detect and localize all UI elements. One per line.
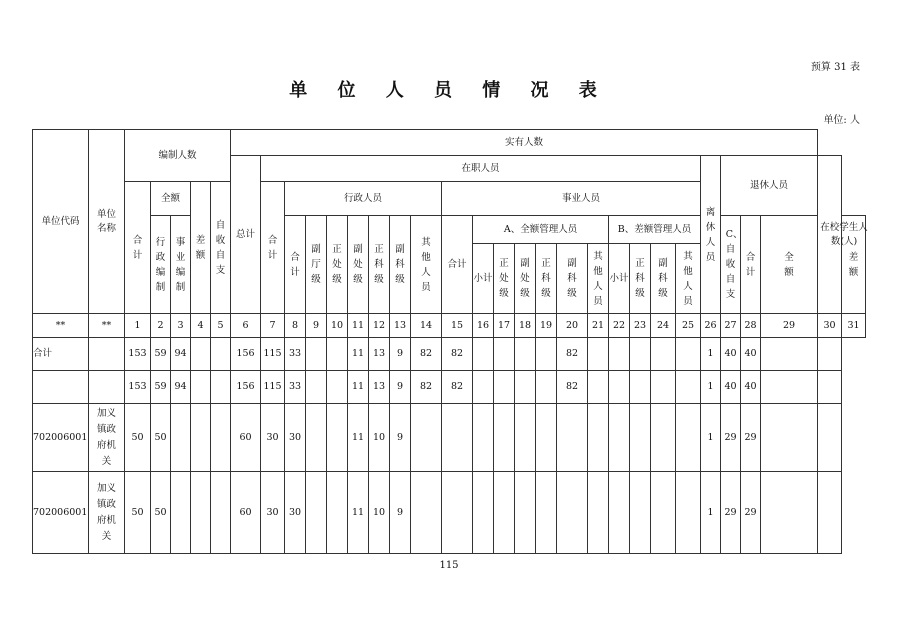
table-cell bbox=[494, 472, 515, 554]
table-cell: 10 bbox=[369, 472, 390, 554]
header-full-funded: 全额 bbox=[151, 182, 191, 216]
table-cell bbox=[211, 338, 231, 371]
table-cell bbox=[557, 404, 588, 472]
table-cell bbox=[306, 371, 327, 404]
table-cell bbox=[557, 472, 588, 554]
table-cell bbox=[515, 338, 536, 371]
header-deputy-bureau: 副厅级 bbox=[306, 216, 327, 314]
index-cell: 11 bbox=[348, 314, 369, 338]
table-cell: 30 bbox=[285, 472, 306, 554]
unit-name-cell bbox=[89, 338, 125, 371]
header-a-deputy-section: 副科级 bbox=[557, 244, 588, 314]
header-unit-code: 单位代码 bbox=[33, 130, 89, 314]
table-cell bbox=[761, 338, 818, 371]
table-cell: 11 bbox=[348, 472, 369, 554]
table-cell bbox=[609, 404, 630, 472]
table-cell bbox=[327, 338, 348, 371]
header-deputy-section: 副科级 bbox=[390, 216, 411, 314]
unit-name-cell: 加义镇政府机关 bbox=[89, 472, 125, 554]
table-cell bbox=[306, 404, 327, 472]
table-cell bbox=[211, 404, 231, 472]
table-cell: 33 bbox=[285, 338, 306, 371]
table-cell: 94 bbox=[171, 371, 191, 404]
table-cell: 50 bbox=[125, 472, 151, 554]
table-cell bbox=[411, 404, 442, 472]
table-cell bbox=[818, 371, 842, 404]
table-cell bbox=[609, 338, 630, 371]
header-diff-funded: 差额 bbox=[191, 182, 211, 314]
index-cell: 2 bbox=[151, 314, 171, 338]
table-cell: 82 bbox=[411, 371, 442, 404]
table-cell bbox=[327, 371, 348, 404]
table-cell bbox=[609, 371, 630, 404]
header-deputy-division: 副处级 bbox=[348, 216, 369, 314]
table-cell bbox=[171, 472, 191, 554]
page-number: 115 bbox=[439, 560, 459, 571]
table-row bbox=[33, 338, 866, 371]
table-cell bbox=[761, 371, 818, 404]
header-b-subtotal: 小计 bbox=[609, 244, 630, 314]
index-cell: 25 bbox=[676, 314, 701, 338]
index-cell: 8 bbox=[285, 314, 306, 338]
index-cell: 21 bbox=[588, 314, 609, 338]
table-cell: 9 bbox=[390, 472, 411, 554]
header-actual: 实有人数 bbox=[231, 130, 818, 156]
unit-name-cell: 加义镇政府机关 bbox=[89, 404, 125, 472]
header-career-total: 合计 bbox=[442, 216, 473, 314]
index-cell: 4 bbox=[191, 314, 211, 338]
table-cell: 94 bbox=[171, 338, 191, 371]
table-cell: 60 bbox=[231, 404, 261, 472]
table-cell: 156 bbox=[231, 338, 261, 371]
table-cell bbox=[473, 338, 494, 371]
header-b-deputy-section: 副科级 bbox=[651, 244, 676, 314]
table-cell bbox=[327, 404, 348, 472]
table-cell: 10 bbox=[369, 404, 390, 472]
table-cell bbox=[609, 472, 630, 554]
header-retired-diff: 差额 bbox=[842, 216, 866, 314]
table-cell bbox=[630, 338, 651, 371]
table-cell bbox=[588, 371, 609, 404]
table-cell bbox=[761, 472, 818, 554]
table-cell: 50 bbox=[151, 472, 171, 554]
index-cell: 14 bbox=[411, 314, 442, 338]
table-cell bbox=[191, 371, 211, 404]
page-title: 单 位 人 员 情 况 表 bbox=[289, 80, 609, 101]
unit-code-cell: 合计 bbox=[33, 338, 89, 371]
table-cell: 82 bbox=[557, 371, 588, 404]
table-cell bbox=[473, 472, 494, 554]
table-cell: 29 bbox=[721, 404, 741, 472]
header-career-b: B、差额管理人员 bbox=[609, 216, 701, 244]
unit-name-cell bbox=[89, 371, 125, 404]
table-cell bbox=[171, 404, 191, 472]
header-retired: 退休人员 bbox=[721, 156, 818, 216]
index-cell: 1 bbox=[125, 314, 151, 338]
table-cell bbox=[588, 338, 609, 371]
table-cell bbox=[651, 404, 676, 472]
index-cell: 20 bbox=[557, 314, 588, 338]
table-cell bbox=[818, 472, 842, 554]
table-cell: 82 bbox=[442, 371, 473, 404]
index-cell: 9 bbox=[306, 314, 327, 338]
table-cell bbox=[494, 404, 515, 472]
index-cell: 22 bbox=[609, 314, 630, 338]
table-cell: 11 bbox=[348, 404, 369, 472]
index-cell: 10 bbox=[327, 314, 348, 338]
table-cell: 9 bbox=[390, 371, 411, 404]
table-cell bbox=[473, 404, 494, 472]
table-cell bbox=[536, 472, 557, 554]
index-cell: 5 bbox=[211, 314, 231, 338]
index-row bbox=[33, 314, 866, 338]
table-cell: 33 bbox=[285, 371, 306, 404]
index-cell: 29 bbox=[761, 314, 818, 338]
header-career-staffing: 事业编制 bbox=[171, 216, 191, 314]
table-cell: 156 bbox=[231, 371, 261, 404]
table-cell bbox=[630, 472, 651, 554]
unit-code-cell: 702006001 bbox=[33, 404, 89, 472]
table-cell: 11 bbox=[348, 371, 369, 404]
table-cell bbox=[442, 404, 473, 472]
header-b-section: 正科级 bbox=[630, 244, 651, 314]
table-cell bbox=[536, 404, 557, 472]
table-cell bbox=[494, 338, 515, 371]
table-cell bbox=[494, 371, 515, 404]
table-cell: 50 bbox=[125, 404, 151, 472]
index-cell: 26 bbox=[701, 314, 721, 338]
table-cell bbox=[676, 371, 701, 404]
header-staffing-total: 合计 bbox=[125, 182, 151, 314]
unit-code-cell: 702006001 bbox=[33, 472, 89, 554]
table-cell: 115 bbox=[261, 338, 285, 371]
table-cell: 9 bbox=[390, 338, 411, 371]
table-cell: 1 bbox=[701, 404, 721, 472]
index-cell: 18 bbox=[515, 314, 536, 338]
header-students: 在校学生人数(人) bbox=[818, 156, 842, 314]
table-cell: 60 bbox=[231, 472, 261, 554]
header-retired-li: 离休人员 bbox=[701, 156, 721, 314]
table-cell bbox=[191, 338, 211, 371]
header-b-others: 其他人员 bbox=[676, 244, 701, 314]
header-on-duty: 在职人员 bbox=[261, 156, 701, 182]
table-cell bbox=[473, 371, 494, 404]
table-cell bbox=[630, 404, 651, 472]
table-cell: 29 bbox=[721, 472, 741, 554]
header-a-section: 正科级 bbox=[536, 244, 557, 314]
header-staffing: 编制人数 bbox=[125, 130, 231, 182]
table-row bbox=[33, 404, 866, 472]
index-cell: 30 bbox=[818, 314, 842, 338]
table-cell bbox=[327, 472, 348, 554]
table-cell: 40 bbox=[721, 338, 741, 371]
header-retired-total: 合计 bbox=[741, 216, 761, 314]
header-a-others: 其他人员 bbox=[588, 244, 609, 314]
table-cell: 30 bbox=[261, 472, 285, 554]
index-cell: 16 bbox=[473, 314, 494, 338]
index-cell: ** bbox=[89, 314, 125, 338]
index-cell: 24 bbox=[651, 314, 676, 338]
table-cell bbox=[651, 472, 676, 554]
table-cell bbox=[818, 338, 842, 371]
header-admin-others: 其他人员 bbox=[411, 216, 442, 314]
table-cell: 115 bbox=[261, 371, 285, 404]
table-cell bbox=[676, 338, 701, 371]
table-cell bbox=[761, 404, 818, 472]
table-cell bbox=[818, 404, 842, 472]
header-career-c: C、自收自支 bbox=[721, 216, 741, 314]
index-cell: 15 bbox=[442, 314, 473, 338]
table-cell: 1 bbox=[701, 472, 721, 554]
table-cell: 40 bbox=[721, 371, 741, 404]
table-cell: 82 bbox=[411, 338, 442, 371]
index-cell: 7 bbox=[261, 314, 285, 338]
table-cell bbox=[536, 338, 557, 371]
table-cell bbox=[211, 472, 231, 554]
table-cell: 59 bbox=[151, 338, 171, 371]
header-division: 正处级 bbox=[327, 216, 348, 314]
table-cell bbox=[211, 371, 231, 404]
table-cell: 29 bbox=[741, 472, 761, 554]
table-cell: 40 bbox=[741, 371, 761, 404]
table-cell bbox=[588, 472, 609, 554]
table-cell bbox=[411, 472, 442, 554]
table-cell bbox=[676, 472, 701, 554]
header-admin-staff: 行政人员 bbox=[285, 182, 442, 216]
index-cell: 27 bbox=[721, 314, 741, 338]
table-cell: 50 bbox=[151, 404, 171, 472]
table-cell bbox=[442, 472, 473, 554]
table-cell: 1 bbox=[701, 371, 721, 404]
table-cell: 13 bbox=[369, 338, 390, 371]
header-career-staff: 事业人员 bbox=[442, 182, 721, 216]
unit-label: 单位: 人 bbox=[823, 115, 860, 126]
table-cell bbox=[630, 371, 651, 404]
table-cell bbox=[515, 404, 536, 472]
unit-code-cell bbox=[33, 371, 89, 404]
header-admin-total: 合计 bbox=[285, 216, 306, 314]
table-cell bbox=[515, 472, 536, 554]
table-cell bbox=[306, 472, 327, 554]
header-section: 正科级 bbox=[369, 216, 390, 314]
table-cell bbox=[676, 404, 701, 472]
index-cell: 31 bbox=[842, 314, 866, 338]
header-a-deputy-division: 副处级 bbox=[515, 244, 536, 314]
header-career-a: A、全额管理人员 bbox=[473, 216, 609, 244]
table-row bbox=[33, 371, 866, 404]
personnel-table bbox=[32, 129, 866, 554]
table-cell: 59 bbox=[151, 371, 171, 404]
index-cell: 13 bbox=[390, 314, 411, 338]
form-number: 预算 31 表 bbox=[810, 62, 860, 73]
table-cell bbox=[191, 472, 211, 554]
table-cell bbox=[536, 371, 557, 404]
header-self-funded: 自收自支 bbox=[211, 182, 231, 314]
table-cell: 30 bbox=[285, 404, 306, 472]
table-cell: 153 bbox=[125, 371, 151, 404]
table-cell: 40 bbox=[741, 338, 761, 371]
header-unit-name: 单位名称 bbox=[89, 130, 125, 314]
header-retired-full: 全额 bbox=[761, 216, 818, 314]
header-on-duty-total: 合计 bbox=[261, 182, 285, 314]
table-cell: 153 bbox=[125, 338, 151, 371]
index-cell: 3 bbox=[171, 314, 191, 338]
table-cell: 29 bbox=[741, 404, 761, 472]
table-cell: 82 bbox=[442, 338, 473, 371]
table-cell bbox=[651, 338, 676, 371]
table-cell bbox=[588, 404, 609, 472]
header-a-subtotal: 小计 bbox=[473, 244, 494, 314]
index-cell: 6 bbox=[231, 314, 261, 338]
table-cell: 1 bbox=[701, 338, 721, 371]
index-cell: 12 bbox=[369, 314, 390, 338]
table-cell bbox=[306, 338, 327, 371]
table-cell bbox=[515, 371, 536, 404]
header-grand-total: 总计 bbox=[231, 156, 261, 314]
header-admin-staffing: 行政编制 bbox=[151, 216, 171, 314]
table-row bbox=[33, 472, 866, 554]
table-cell: 30 bbox=[261, 404, 285, 472]
table-cell bbox=[651, 371, 676, 404]
header-a-division: 正处级 bbox=[494, 244, 515, 314]
table-cell: 13 bbox=[369, 371, 390, 404]
index-cell: 19 bbox=[536, 314, 557, 338]
table-cell: 9 bbox=[390, 404, 411, 472]
table-cell bbox=[191, 404, 211, 472]
table-cell: 82 bbox=[557, 338, 588, 371]
index-cell: 23 bbox=[630, 314, 651, 338]
table-cell: 11 bbox=[348, 338, 369, 371]
index-cell: 28 bbox=[741, 314, 761, 338]
index-cell: ** bbox=[33, 314, 89, 338]
index-cell: 17 bbox=[494, 314, 515, 338]
